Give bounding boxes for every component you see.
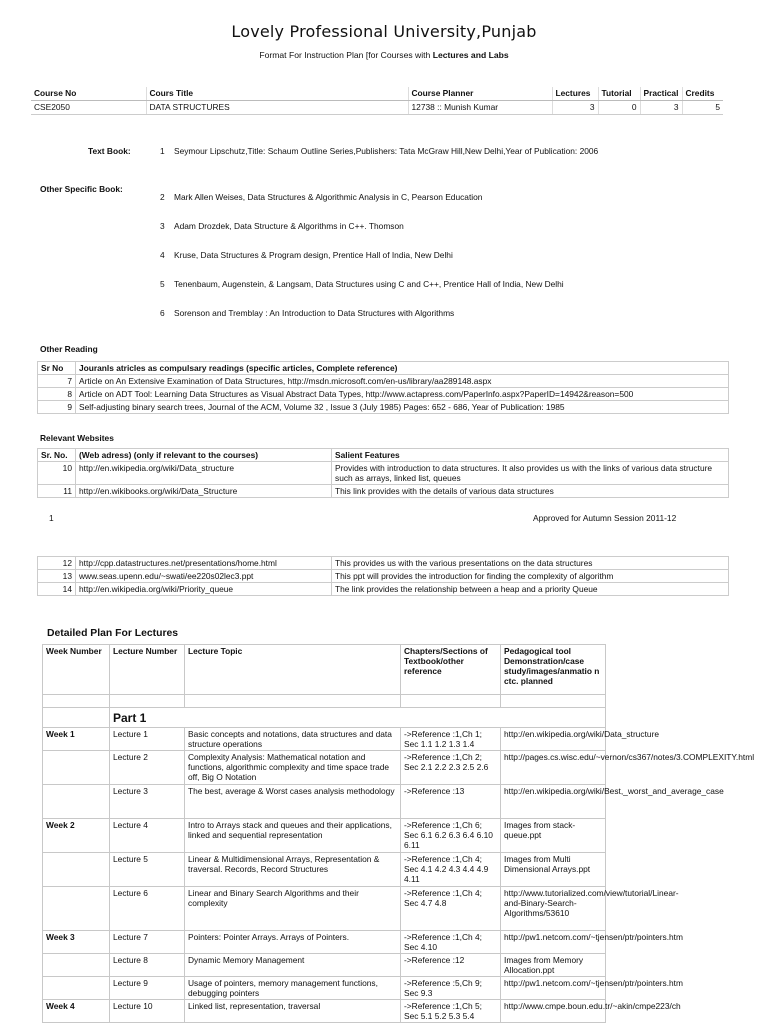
header-practical: Practical — [640, 87, 682, 101]
subtitle-text: Format For Instruction Plan [for Courses with — [259, 50, 433, 60]
table-row — [43, 728, 606, 751]
table-row — [43, 1000, 606, 1023]
week-cell — [43, 977, 110, 1000]
tool-cell: Images from Multi Dimensional Arrays.ppt — [501, 853, 606, 887]
table-row — [43, 954, 606, 977]
topic-cell: Usage of pointers, memory management functions, debugging pointers — [185, 977, 401, 1000]
reference-cell: ->Reference :1,Ch 6; Sec 6.1 6.2 6.3 6.4 6.10 6.11 — [401, 819, 501, 853]
topic-cell: Pointers: Pointer Arrays. Arrays of Pointers. — [185, 931, 401, 954]
table-row — [43, 977, 606, 1000]
lecture-cell: Lecture 10 — [110, 1000, 185, 1023]
header-salient-features: Salient Features — [332, 449, 729, 462]
website-feature: Provides with introduction to data structures. It also provides us with the links of various data structure such as arrays, linked list, queues — [332, 462, 729, 485]
week-cell: Week 3 — [43, 931, 110, 954]
book-number: 5 — [160, 279, 165, 289]
week-cell — [43, 887, 110, 931]
reference-cell: ->Reference :1,Ch 4; Sec 4.1 4.2 4.3 4.4 4.9 4.11 — [401, 853, 501, 887]
table-row — [43, 931, 606, 954]
part-heading: Part 1 — [110, 708, 606, 728]
website-no: 14 — [38, 583, 76, 596]
tool-cell: http://pages.cs.wisc.edu/~vernon/cs367/notes/3.COMPLEXITY.html — [501, 751, 606, 785]
website-link[interactable]: http://en.wikipedia.org/wiki/Data_structure — [76, 462, 332, 485]
reading-no: 8 — [38, 388, 76, 401]
reference-cell: ->Reference :12 — [401, 954, 501, 977]
book-entry: Adam Drozdek, Data Structure & Algorithms in C++. Thomson — [174, 221, 404, 231]
header-web-address: (Web adress) (only if relevant to the courses) — [76, 449, 332, 462]
topic-cell: The best, average & Worst cases analysis methodology — [185, 785, 401, 819]
header-pedagogical-tool: Pedagogical tool Demonstration/case study/images/anmatio n ctc. planned — [501, 645, 606, 695]
lecture-cell: Lecture 5 — [110, 853, 185, 887]
topic-cell: Linked list, representation, traversal — [185, 1000, 401, 1023]
table-row — [38, 557, 729, 570]
reading-reference: Self-adjusting binary search trees, Journal of the ACM, Volume 32 , Issue 3 (July 1985) Pages: 652 - 686, Year of Publication: 1985 — [76, 401, 729, 414]
book-number: 4 — [160, 250, 165, 260]
website-feature: This link provides with the details of various data structures — [332, 485, 729, 498]
header-course-title: Cours Title — [146, 87, 408, 101]
course-title: DATA STRUCTURES — [146, 101, 408, 115]
reference-cell: ->Reference :1,Ch 4; Sec 4.10 — [401, 931, 501, 954]
text-book-entry: Seymour Lipschutz,Title: Schaum Outline Series,Publishers: Tata McGraw Hill,New Delhi,Year of Publication: 2006 — [174, 146, 599, 156]
subtitle-bold: Lectures and Labs — [432, 50, 509, 60]
topic-cell: Linear & Multidimensional Arrays, Representation & traversal. Records, Record Structures — [185, 853, 401, 887]
website-link[interactable]: http://en.wikibooks.org/wiki/Data_Structure — [76, 485, 332, 498]
table-row — [38, 583, 729, 596]
approved-note: Approved for Autumn Session 2011-12 — [533, 513, 677, 523]
table-row — [38, 462, 729, 485]
table-row — [43, 887, 606, 931]
header-credits: Credits — [682, 87, 723, 101]
reference-cell: ->Reference :5,Ch 9; Sec 9.3 — [401, 977, 501, 1000]
website-link[interactable]: http://cpp.datastructures.net/presentations/home.html — [76, 557, 332, 570]
tool-cell: http://pw1.netcom.com/~tjensen/ptr/pointers.htm — [501, 977, 606, 1000]
reference-cell: ->Reference :1,Ch 2; Sec 2.1 2.2 2.3 2.5 2.6 — [401, 751, 501, 785]
website-link[interactable]: www.seas.upenn.edu/~swati/ee220s02lec3.ppt — [76, 570, 332, 583]
text-book-label: Text Book: — [88, 146, 131, 156]
tool-cell: Images from Memory Allocation.ppt — [501, 954, 606, 977]
header-lecture-number: Lecture Number — [110, 645, 185, 695]
topic-cell: Dynamic Memory Management — [185, 954, 401, 977]
header-chapters: Chapters/Sections of Textbook/other reference — [401, 645, 501, 695]
website-no: 10 — [38, 462, 76, 485]
topic-cell: Complexity Analysis: Mathematical notation and functions, algorithmic complexity and time space trade off, Big O Notation — [185, 751, 401, 785]
plan-title: Detailed Plan For Lectures — [47, 628, 179, 639]
websites-label: Relevant Websites — [40, 433, 114, 443]
tool-cell: http://pw1.netcom.com/~tjensen/ptr/pointers.htm — [501, 931, 606, 954]
website-no: 12 — [38, 557, 76, 570]
week-cell: Week 1 — [43, 728, 110, 751]
reference-cell: ->Reference :1,Ch 1; Sec 1.1 1.2 1.3 1.4 — [401, 728, 501, 751]
reading-reference: Article on An Extensive Examination of Data Structures, http://msdn.microsoft.com/en-us/library/aa289148.aspx — [76, 375, 729, 388]
week-cell: Week 4 — [43, 1000, 110, 1023]
tool-cell: http://en.wikipedia.org/wiki/Data_structure — [501, 728, 606, 751]
topic-cell: Linear and Binary Search Algorithms and their complexity — [185, 887, 401, 931]
tool-cell: Images from stack-queue.ppt — [501, 819, 606, 853]
header-sr-no: Sr No — [38, 362, 76, 375]
header-sr-no: Sr. No. — [38, 449, 76, 462]
website-no: 13 — [38, 570, 76, 583]
other-reading-label: Other Reading — [40, 344, 98, 354]
text-book-number: 1 — [160, 146, 165, 156]
table-row — [43, 819, 606, 853]
book-entry: Sorenson and Tremblay : An Introduction to Data Structures with Algorithms — [174, 308, 455, 318]
book-entry: Kruse, Data Structures & Program design, Prentice Hall of India, New Delhi — [174, 250, 453, 260]
header-lecture-topic: Lecture Topic — [185, 645, 401, 695]
website-feature: The link provides the relationship between a heap and a priority Queue — [332, 583, 729, 596]
website-feature: This ppt will provides the introduction for finding the complexity of algorithm — [332, 570, 729, 583]
book-number: 3 — [160, 221, 165, 231]
page-number: 1 — [49, 513, 54, 523]
table-row — [43, 785, 606, 819]
table-row — [38, 570, 729, 583]
table-row — [38, 485, 729, 498]
lecture-cell: Lecture 4 — [110, 819, 185, 853]
website-feature: This provides us with the various presentations on the data structures — [332, 557, 729, 570]
reading-no: 7 — [38, 375, 76, 388]
week-cell: Week 2 — [43, 819, 110, 853]
website-no: 11 — [38, 485, 76, 498]
header-lectures: Lectures — [552, 87, 598, 101]
course-lectures: 3 — [552, 101, 598, 115]
table-row — [38, 375, 729, 388]
university-title: Lovely Professional University,Punjab — [231, 22, 537, 41]
header-course-no: Course No — [31, 87, 146, 101]
topic-cell: Intro to Arrays stack and queues and their applications, linked and sequential representation — [185, 819, 401, 853]
lecture-plan-table — [42, 644, 755, 1023]
table-row — [38, 401, 729, 414]
table-row — [38, 388, 729, 401]
lecture-cell: Lecture 7 — [110, 931, 185, 954]
lecture-cell: Lecture 6 — [110, 887, 185, 931]
lecture-cell: Lecture 3 — [110, 785, 185, 819]
course-tutorial: 0 — [598, 101, 640, 115]
reference-cell: ->Reference :1,Ch 4; Sec 4.7 4.8 — [401, 887, 501, 931]
website-link[interactable]: http://en.wikipedia.org/wiki/Priority_queue — [76, 583, 332, 596]
book-entry: Tenenbaum, Augenstein, & Langsam, Data Structures using C and C++, Prentice Hall of India, New Delhi — [174, 279, 564, 289]
course-table — [31, 87, 723, 115]
book-number: 6 — [160, 308, 165, 318]
week-cell — [43, 954, 110, 977]
week-cell — [43, 785, 110, 819]
format-subtitle — [0, 50, 768, 60]
lecture-cell: Lecture 2 — [110, 751, 185, 785]
course-practical: 3 — [640, 101, 682, 115]
book-number: 2 — [160, 192, 165, 202]
lecture-cell: Lecture 8 — [110, 954, 185, 977]
reading-reference: Article on ADT Tool: Learning Data Structures as Visual Abstract Data Types, http://www.actapress.com/PaperInfo.aspx?PaperID=14942&reason=500 — [76, 388, 729, 401]
week-cell — [43, 853, 110, 887]
lecture-cell: Lecture 9 — [110, 977, 185, 1000]
header-week-number: Week Number — [43, 645, 110, 695]
tool-cell: http://www.tutorialized.com/view/tutorial/Linear-and-Binary-Search-Algorithms/53610 — [501, 887, 606, 931]
table-row — [43, 751, 606, 785]
course-planner: 12738 :: Munish Kumar — [408, 101, 552, 115]
reference-cell: ->Reference :13 — [401, 785, 501, 819]
tool-cell: http://www.cmpe.boun.edu.tr/~akin/cmpe223/ch — [501, 1000, 606, 1023]
course-no: CSE2050 — [31, 101, 146, 115]
course-credits: 5 — [682, 101, 723, 115]
header-tutorial: Tutorial — [598, 87, 640, 101]
tool-cell: http://en.wikipedia.org/wiki/Best,_worst_and_average_case — [501, 785, 606, 819]
week-cell — [43, 751, 110, 785]
lecture-cell: Lecture 1 — [110, 728, 185, 751]
reading-no: 9 — [38, 401, 76, 414]
websites-table-continued — [37, 556, 729, 596]
header-journal-articles: Jouranls atricles as compulsary readings (specific articles, Complete reference) — [76, 362, 729, 375]
reference-cell: ->Reference :1,Ch 5; Sec 5.1 5.2 5.3 5.4 — [401, 1000, 501, 1023]
book-entry: Mark Allen Weises, Data Structures & Algorithmic Analysis in C, Pearson Education — [174, 192, 483, 202]
other-reading-table — [37, 361, 729, 414]
header-course-planner: Course Planner — [408, 87, 552, 101]
table-row — [43, 853, 606, 887]
websites-table — [37, 448, 729, 498]
topic-cell: Basic concepts and notations, data structures and data structure operations — [185, 728, 401, 751]
other-book-label: Other Specific Book: — [40, 184, 123, 194]
